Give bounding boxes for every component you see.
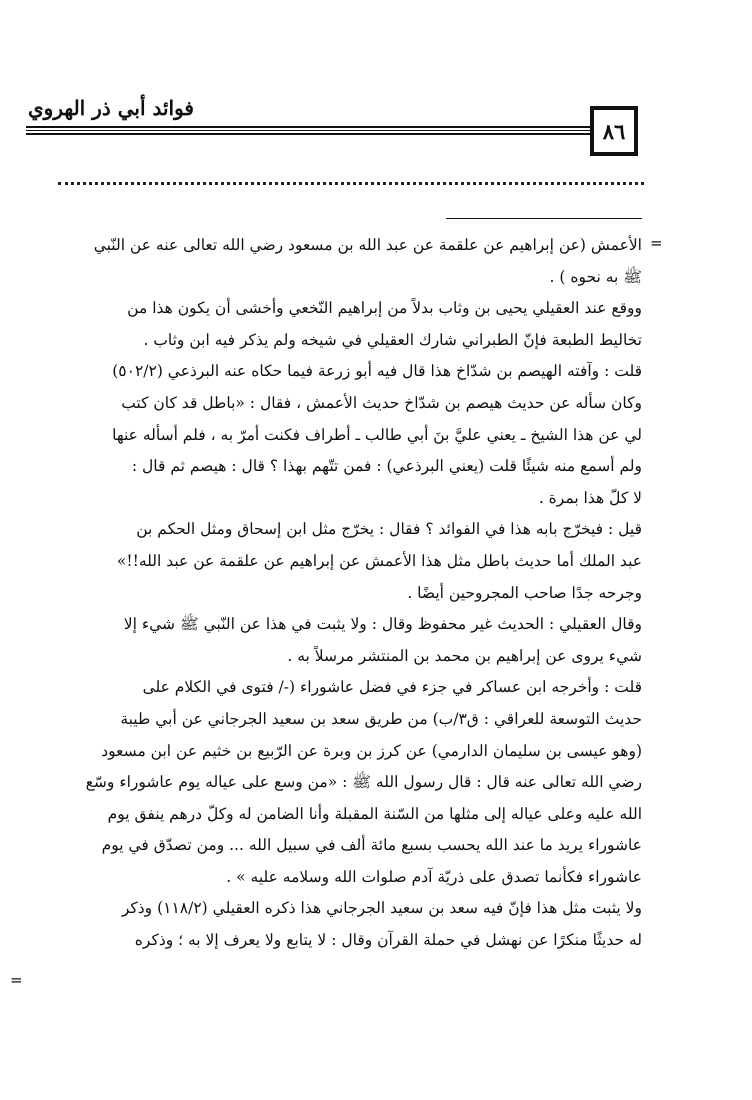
- continuation-mark-end: =: [10, 971, 23, 989]
- footnote-line: قلت : وأخرجه ابن عساكر في جزء في فضل عاشوراء (-/ فتوى في الكلام على: [142, 678, 642, 697]
- footnote-line: شيء يروى عن إبراهيم بن محمد بن المنتشر مرسلاً به .: [287, 646, 642, 665]
- footnote-line: حديث التوسعة للعراقي : ق٣/ب) من طريق سعد بن سعيد الجرجاني عن أبي طيبة: [120, 709, 642, 728]
- footnote-line: تخاليط الطبعة فإنّ الطبراني شارك العقيلي في شيخه ولم يذكر فيه ابن وثاب .: [143, 330, 642, 349]
- header-rule: [26, 126, 591, 128]
- footnote-line: قيل : فيخرّج بابه هذا في الفوائد ؟ فقال : يخرّج مثل ابن إسحاق ومثل الحكم بن: [136, 520, 642, 539]
- footnote-line: الله عليه وعلى عياله إلى مثلها من السّنة المقبلة وأنا الضامن له وكلّ درهم ينفق يوم: [107, 804, 642, 823]
- footnote-line: ولا يثبت مثل هذا فإنّ فيه سعد بن سعيد الجرجاني هذا ذكره العقيلي (١١٨/٢) وذكر: [121, 899, 642, 918]
- footnote-line: وكان سأله عن حديث هيصم بن شدّاخ حديث الأعمش ، فقال : «باطل قد كان كتب: [121, 393, 642, 412]
- footnote-line: ووقع عند العقيلي يحيى بن وثاب بدلاً من إبراهيم النّخعي وأخشى أن يكون هذا من: [127, 299, 642, 318]
- footnote-line: وقال العقيلي : الحديث غير محفوظ وقال : ولا يثبت في هذا عن النّبي ﷺ شيء إلا: [123, 615, 642, 634]
- footnote-line: عاشوراء يريد ما عند الله يحسب بسبع مائة ألف في سبيل الله ... ومن تصدّق في يوم: [101, 836, 642, 855]
- page-number: ٨٦: [590, 106, 638, 156]
- header-rule: [26, 133, 591, 135]
- header-rule: [26, 130, 591, 131]
- footnote-line: له حديثًا منكرًا عن نهشل في حملة القرآن وقال : لا يتابع ولا يعرف إلا به ؛ وذكره: [134, 931, 642, 950]
- footnote-line: وجرحه جدًا صاحب المجروحين أيضًا .: [407, 583, 642, 602]
- footnote-separator: [446, 218, 642, 219]
- continuation-mark-start: =: [650, 234, 663, 252]
- footnote-body: [40, 230, 642, 957]
- footnote-line: (وهو عيسى بن سليمان الدارمي) عن كرز بن وبرة عن الرّبيع بن خثيم عن ابن مسعود: [101, 741, 642, 760]
- footnote-line: عاشوراء فكأنما تصدق على ذريّة آدم صلوات الله وسلامه عليه » .: [226, 867, 642, 886]
- footnote-line: قلت : وآفته الهيصم بن شدّاخ هذا قال فيه أبو زرعة فيما حكاه عنه البرذعي (٥٠٢/٢): [112, 362, 642, 381]
- footnote-line: لي عن هذا الشيخ ـ يعني عليَّ بنَ أبي طالب ـ أطراف فكنت أمرّ به ، فلم أسأله عنها: [112, 425, 642, 444]
- footnote-line: الأعمش (عن إبراهيم عن علقمة عن عبد الله بن مسعود رضي الله تعالى عنه عن النّبي: [93, 236, 642, 254]
- footnote-line: عبد الملك أما حديث باطل مثل هذا الأعمش عن إبراهيم عن علقمة عن عبد الله!!»: [116, 551, 642, 570]
- dotted-separator: [58, 182, 644, 185]
- footnote-line: رضي الله تعالى عنه قال : قال رسول الله ﷺ : «من وسع على عياله يوم عاشوراء وسّع: [85, 773, 642, 792]
- footnote-line: ﷺ به نحوه ) .: [549, 267, 642, 286]
- footnote-line: ولم أسمع منه شيئًا قلت (يعني البرذعي) : فمن تتّهم بهذا ؟ قال : هيصم ثم قال :: [131, 457, 642, 476]
- running-header-title: فوائد أبي ذر الهروي: [28, 96, 194, 120]
- footnote-line: لا كلّ هذا بمرة .: [538, 488, 642, 507]
